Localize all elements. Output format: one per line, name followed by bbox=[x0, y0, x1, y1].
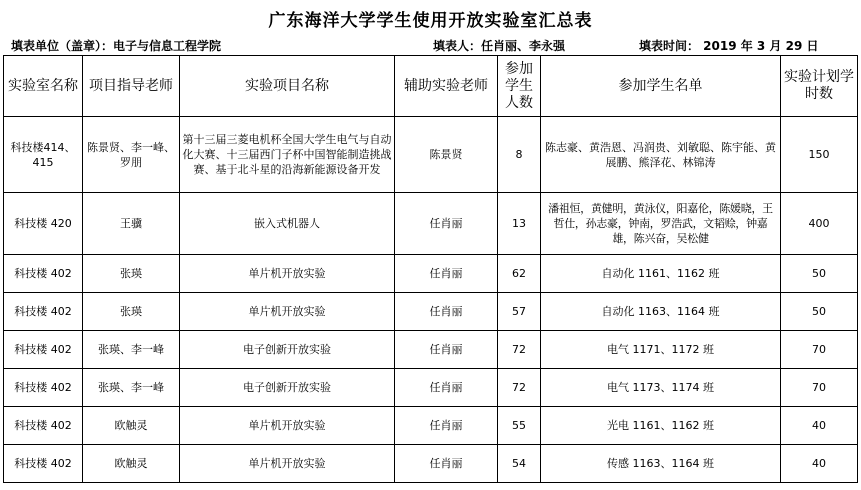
students-cell: 电气 1171、1172 班 bbox=[541, 331, 781, 369]
assistant-cell: 任肖丽 bbox=[395, 255, 498, 293]
hours-cell: 50 bbox=[781, 293, 858, 331]
assistant-cell: 任肖丽 bbox=[395, 331, 498, 369]
table-row bbox=[4, 407, 858, 445]
count-cell: 72 bbox=[498, 331, 541, 369]
col-header-assistant: 辅助实验老师 bbox=[395, 56, 498, 117]
lab-cell: 科技楼 402 bbox=[4, 255, 83, 293]
count-cell: 62 bbox=[498, 255, 541, 293]
hours-cell: 150 bbox=[781, 117, 858, 193]
col-header-lab: 实验室名称 bbox=[4, 56, 83, 117]
table-row bbox=[4, 117, 858, 193]
table-row bbox=[4, 255, 858, 293]
table-row bbox=[4, 445, 858, 483]
supervisor-cell: 张瑛、李一峰 bbox=[83, 369, 180, 407]
project-cell: 电子创新开放实验 bbox=[180, 331, 395, 369]
supervisor-cell: 张瑛、李一峰 bbox=[83, 331, 180, 369]
count-cell: 55 bbox=[498, 407, 541, 445]
col-header-supervisor: 项目指导老师 bbox=[83, 56, 180, 117]
col-header-hours: 实验计划学时数 bbox=[781, 56, 858, 117]
fill-unit: 填表单位（盖章）：电子与信息工程学院 bbox=[11, 39, 222, 53]
project-cell: 第十三届三菱电机杯全国大学生电气与自动化大赛、十三届西门子杯中国智能制造挑战赛、基于北斗星的沿海新能源设备开发 bbox=[180, 117, 395, 193]
table-row bbox=[4, 331, 858, 369]
project-cell: 电子创新开放实验 bbox=[180, 369, 395, 407]
lab-cell: 科技楼 402 bbox=[4, 445, 83, 483]
page-title: 广东海洋大学学生使用开放实验室汇总表 bbox=[268, 11, 593, 31]
students-cell: 自动化 1163、1164 班 bbox=[541, 293, 781, 331]
lab-cell: 科技楼 402 bbox=[4, 369, 83, 407]
hours-cell: 40 bbox=[781, 445, 858, 483]
assistant-cell: 任肖丽 bbox=[395, 407, 498, 445]
assistant-cell: 任肖丽 bbox=[395, 193, 498, 255]
assistant-cell: 任肖丽 bbox=[395, 445, 498, 483]
lab-cell: 科技楼 402 bbox=[4, 293, 83, 331]
col-header-students: 参加学生名单 bbox=[541, 56, 781, 117]
assistant-cell: 陈景贤 bbox=[395, 117, 498, 193]
hours-cell: 70 bbox=[781, 369, 858, 407]
supervisor-cell: 王骥 bbox=[83, 193, 180, 255]
supervisor-cell: 张瑛 bbox=[83, 255, 180, 293]
students-cell: 传感 1163、1164 班 bbox=[541, 445, 781, 483]
students-cell: 自动化 1161、1162 班 bbox=[541, 255, 781, 293]
col-header-project: 实验项目名称 bbox=[180, 56, 395, 117]
summary-table bbox=[3, 55, 858, 483]
lab-cell: 科技楼 402 bbox=[4, 407, 83, 445]
project-cell: 单片机开放实验 bbox=[180, 445, 395, 483]
count-cell: 13 bbox=[498, 193, 541, 255]
hours-cell: 70 bbox=[781, 331, 858, 369]
supervisor-cell: 欧触灵 bbox=[83, 407, 180, 445]
table-row bbox=[4, 369, 858, 407]
hours-cell: 40 bbox=[781, 407, 858, 445]
count-cell: 72 bbox=[498, 369, 541, 407]
students-cell: 电气 1173、1174 班 bbox=[541, 369, 781, 407]
hours-cell: 50 bbox=[781, 255, 858, 293]
table-row bbox=[4, 193, 858, 255]
count-cell: 54 bbox=[498, 445, 541, 483]
count-cell: 8 bbox=[498, 117, 541, 193]
assistant-cell: 任肖丽 bbox=[395, 369, 498, 407]
supervisor-cell: 欧触灵 bbox=[83, 445, 180, 483]
project-cell: 嵌入式机器人 bbox=[180, 193, 395, 255]
filled-by: 填表人：任肖丽、李永强 bbox=[433, 39, 566, 53]
col-header-count: 参加学生人数 bbox=[498, 56, 541, 117]
header-row bbox=[4, 56, 858, 117]
project-cell: 单片机开放实验 bbox=[180, 407, 395, 445]
fill-date: 填表时间： 2019 年 3 月 29 日 bbox=[639, 39, 819, 53]
count-cell: 57 bbox=[498, 293, 541, 331]
info-bar bbox=[3, 36, 856, 54]
lab-cell: 科技楼 420 bbox=[4, 193, 83, 255]
students-cell: 潘祖恒，黄健明，黄泳仪，阳嘉伦，陈媛晓，王哲仕，孙志豪，钟南，罗浩武，文韬赊，钟嘉雄，陈兴奋，吴松健 bbox=[541, 193, 781, 255]
assistant-cell: 任肖丽 bbox=[395, 293, 498, 331]
lab-cell: 科技楼414、415 bbox=[4, 117, 83, 193]
students-cell: 光电 1161、1162 班 bbox=[541, 407, 781, 445]
project-cell: 单片机开放实验 bbox=[180, 293, 395, 331]
hours-cell: 400 bbox=[781, 193, 858, 255]
supervisor-cell: 张瑛 bbox=[83, 293, 180, 331]
project-cell: 单片机开放实验 bbox=[180, 255, 395, 293]
lab-cell: 科技楼 402 bbox=[4, 331, 83, 369]
table-row bbox=[4, 293, 858, 331]
supervisor-cell: 陈景贤、李一峰、罗朋 bbox=[83, 117, 180, 193]
students-cell: 陈志豪、黄浩恩、冯润贵、刘敏聪、陈宇能、黄展鹏、熊泽花、林锦涛 bbox=[541, 117, 781, 193]
